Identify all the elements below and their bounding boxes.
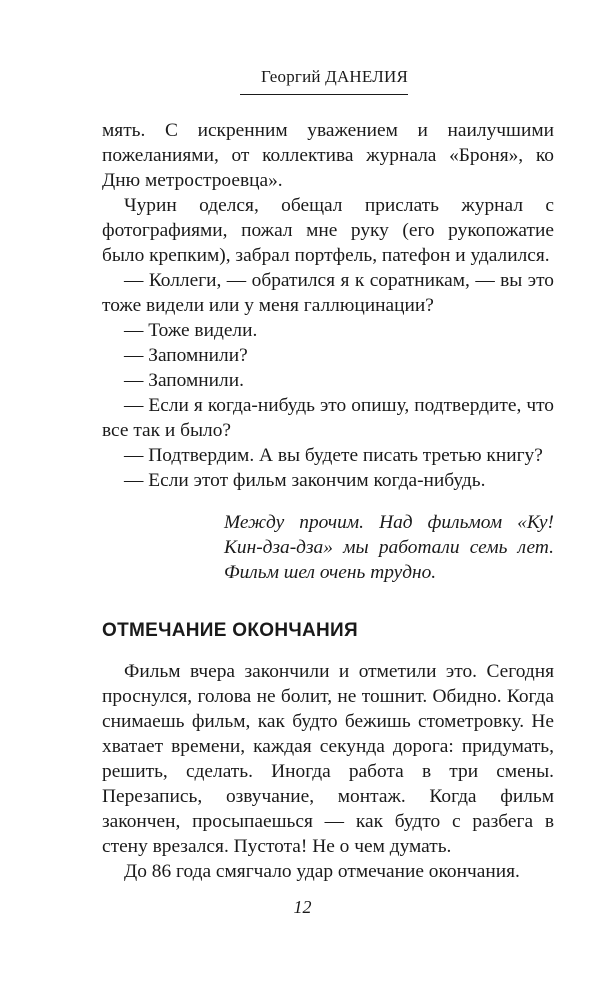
dialogue-line: — Коллеги, — обратился я к соратникам, — вы это тоже видели или у меня галлюцинации? bbox=[102, 270, 554, 316]
dialogue-line: — Если я когда-нибудь это опишу, подтвердите, что все так и было? bbox=[102, 395, 554, 441]
page-number: 12 bbox=[293, 897, 312, 917]
paragraph: До 86 года смягчало удар отмечание окончания. bbox=[124, 861, 520, 882]
running-head: Георгий ДАНЕЛИЯ bbox=[261, 67, 408, 86]
dialogue-line: — Если этот фильм закончим когда-нибудь. bbox=[124, 470, 486, 491]
body-text-part-1 bbox=[102, 118, 554, 493]
header-rule bbox=[240, 94, 408, 95]
dialogue-line: — Тоже видели. bbox=[124, 320, 258, 341]
dialogue-line: — Запомнили. bbox=[124, 370, 244, 391]
section-heading: ОТМЕЧАНИЕ ОКОНЧАНИЯ bbox=[102, 620, 358, 641]
body-text-part-2 bbox=[102, 659, 554, 884]
aside-line: Кин-дза-дза» мы работали семь лет. bbox=[224, 537, 554, 558]
paragraph: Фильм вчера закончили и отметили это. Сегодня проснулся, голова не болит, не тошнит. Обидно. Когда снимаешь фильм, как будто бежишь стометровку. Не хватает времени, каждая секунда дорога: придумать, решить, сделать. Иногда работа в три смены. Перезапись, озвучание, монтаж. Когда фильм закончен, просыпаешься — как будто с разбега в стену врезался. Пустота! Не о чем думать. bbox=[102, 661, 554, 857]
dialogue-line: — Подтвердим. А вы будете писать третью книгу? bbox=[124, 445, 543, 466]
aside-line: Между прочим. Над фильмом «Ку! bbox=[224, 512, 554, 533]
paragraph: мять. С искренним уважением и наилучшими пожеланиями, от коллектива журнала «Броня», ко Дню метростроевца». bbox=[102, 120, 554, 191]
aside-line: Фильм шел очень трудно. bbox=[224, 562, 437, 583]
paragraph: Чурин оделся, обещал прислать журнал с фотографиями, пожал мне руку (его рукопожатие было крепким), забрал портфель, патефон и удалился. bbox=[102, 195, 554, 266]
aside-note bbox=[224, 510, 554, 585]
dialogue-line: — Запомнили? bbox=[124, 345, 248, 366]
